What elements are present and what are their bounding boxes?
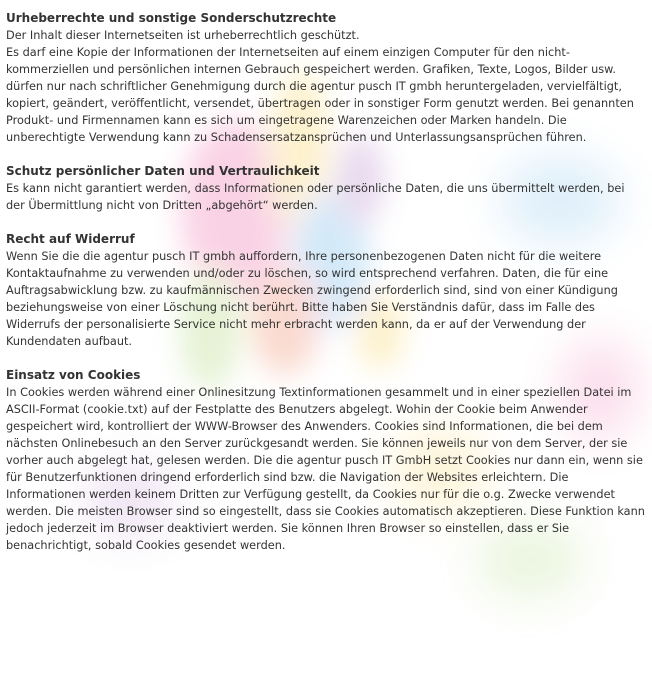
section-privacy xyxy=(6,163,646,214)
section-heading: Recht auf Widerruf xyxy=(6,232,135,246)
document-body xyxy=(6,10,646,571)
section-heading: Einsatz von Cookies xyxy=(6,368,141,382)
section-copyright xyxy=(6,10,646,146)
section-cookies xyxy=(6,367,646,554)
section-paragraph: Wenn Sie die die agentur pusch IT gmbh auffordern, Ihre personenbezogenen Daten nicht für die weitere Kontaktaufnahme zu verwenden und/oder zu löschen, so wird entsprechend verfahren. Daten, die für eine Auftragsabwicklung bzw. zu kaufmännischen Zwecken zwingend erforderlich sind, sind von einer Kündigung beziehungsweise von einer Löschung nicht berührt. Bitte haben Sie Verständnis dafür, dass im Falle des Widerrufs der personalisierte Service nicht mehr erbracht werden kann, da er auf der Verwendung der Kundendaten aufbaut. xyxy=(6,250,618,348)
section-paragraph: Es kann nicht garantiert werden, dass Informationen oder persönliche Daten, die uns übermittelt werden, bei der Übermittlung nicht von Dritten „abgehört“ werden. xyxy=(6,182,625,212)
section-heading: Urheberrechte und sonstige Sonderschutzrechte xyxy=(6,11,337,25)
section-heading: Schutz persönlicher Daten und Vertraulichkeit xyxy=(6,164,320,178)
section-paragraph: Es darf eine Kopie der Informationen der Internetseiten auf einem einzigen Computer für den nicht-kommerziellen und persönlichen internen Gebrauch gespeichert werden. Grafiken, Texte, Logos, Bilder usw. dürfen nur nach schriftlicher Genehmigung durch die agentur pusch IT gmbh heruntergeladen, vervielfältigt, kopiert, geändert, veröffentlicht, versendet, übertragen oder in sonstiger Form genutzt werden. Bei genannten Produkt- und Firmennamen kann es sich um eingetragene Warenzeichen oder Marken handeln. Die unberechtigte Verwendung kann zu Schadensersatzansprüchen und Unterlassungsansprüchen führen. xyxy=(6,46,634,144)
section-paragraph: In Cookies werden während einer Onlinesitzung Textinformationen gesammelt und in einer speziellen Datei im ASCII-Format (cookie.txt) auf der Festplatte des Benutzers abgelegt. Wohin der Cookie beim Anwender gespeichert wird, kontrolliert der WWW-Browser des Anwenders. Cookies sind Informationen, die bei dem nächsten Onlinebesuch an den Server zurückgesandt werden. Sie können jeweils nur von dem Server, der sie vorher auch abgelegt hat, gelesen werden. Die die agentur pusch IT GmbH setzt Cookies nur dann ein, wenn sie für Benutzerfunktionen dringend erforderlich sind bzw. die Navigation der Websites erleichtern. Die Informationen werden keinem Dritten zur Verfügung gestellt, da Cookies nur für die o.g. Zwecke verwendet werden. Die meisten Browser sind so eingestellt, dass sie Cookies automatisch akzeptieren. Diese Funktion kann jedoch jederzeit im Browser deaktiviert werden. Sie können Ihren Browser so einstellen, dass er Sie benachrichtigt, sobald Cookies gesendet werden. xyxy=(6,386,645,552)
section-paragraph: Der Inhalt dieser Internetseiten ist urheberrechtlich geschützt. xyxy=(6,29,360,42)
section-revocation xyxy=(6,231,646,350)
